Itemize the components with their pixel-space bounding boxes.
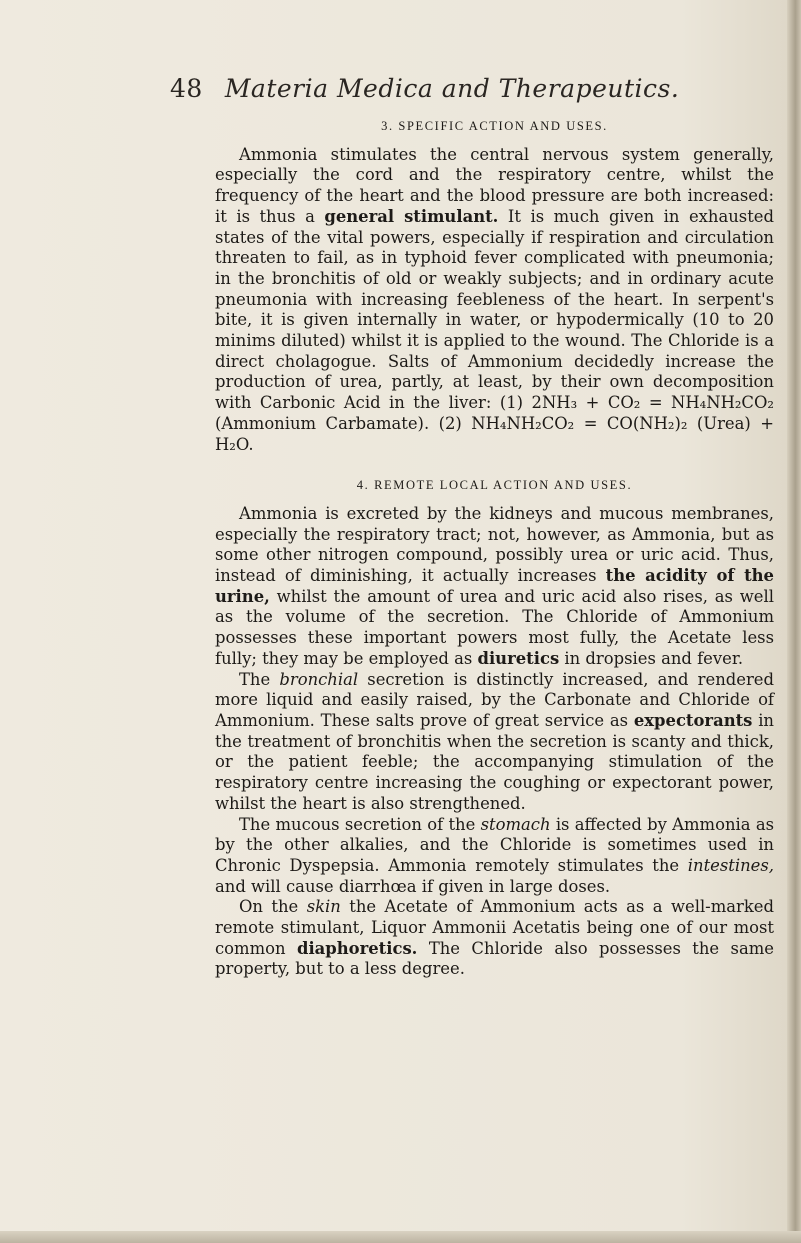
page-number: 48 <box>170 74 203 103</box>
text-run: Ammonia is excreted by the kidneys and mucous membranes, especially the respiratory tract; not, however, as Ammonia, but as some other nitrogen compound, possibly urea or uric acid. Thus, instead of diminishing, it actually increases <box>215 503 774 586</box>
text-run: the Acetate of Ammonium acts as a well-marked remote stimulant, Liquor Ammonii Acetatis being one of our most common <box>215 897 774 958</box>
paragraph-stomach <box>215 815 774 898</box>
text-run: On the <box>239 897 307 917</box>
text-run: The <box>239 669 280 689</box>
italic-term: intestines, <box>687 855 774 875</box>
running-header <box>170 74 780 103</box>
text-run: is affected by Ammonia as by the other alkalies, and the Chloride is sometimes used in Chronic Dyspepsia. Ammonia remotely stimulates the <box>215 814 774 875</box>
italic-term: stomach <box>480 814 551 834</box>
text-run: The Chloride also possesses the same property, but to a less degree. <box>215 938 774 979</box>
paragraph-bronchial <box>215 670 774 815</box>
section-heading-specific-action: 3. SPECIFIC ACTION AND USES. <box>381 119 608 133</box>
bold-term: the acidity of the urine, <box>215 566 774 606</box>
bold-term: expectorants <box>633 710 753 730</box>
bold-term: general stimulant. <box>324 206 499 226</box>
text-run: and will cause diarrhœa if given in large doses. <box>215 876 611 896</box>
section-heading-remote-local-action: 4. REMOTE LOCAL ACTION AND USES. <box>356 478 633 493</box>
page-body <box>215 114 774 980</box>
running-title: Materia Medica and Therapeutics. <box>224 74 680 103</box>
paragraph-skin <box>215 897 774 980</box>
text-run: The mucous secretion of the <box>239 814 481 834</box>
text-run: secretion is distinctly increased, and rendered more liquid and easily raised, by the Carbonate and Chloride of Ammonium. These salts prove of great service as <box>215 669 774 730</box>
text-run: Ammonia stimulates the central nervous system generally, especially the cord and the respiratory centre, whilst the frequency of the heart and the blood pressure are both increased: it is thus a <box>215 144 774 226</box>
text-run: It is much given in exhausted states of the vital powers, especially if respiration and circulation threaten to fail, as in typhoid fever complicated with pneumonia; in the bronchitis of old or weakly subjects; and in ordinary acute pneumonia with increasing feebleness of the heart. In serpent's bite, it is given internally in water, or hypodermically (10 to 20 minims diluted) whilst it is applied to the wound. The Chloride is a direct cholagogue. Salts of Ammonium decidedly increase the production of urea, partly, at least, by their own decomposition with Carbonic Acid in the liver: (1) 2NH₃ + CO₂ = NH₄NH₂CO₂ (Ammonium Carbamate). (2) NH₄NH₂CO₂ = CO(NH₂)₂ (Urea) + H₂O. <box>215 206 774 454</box>
text-run: in dropsies and fever. <box>559 648 744 668</box>
text-run: in the treatment of bronchitis when the secretion is scanty and thick, or the patient feeble; the accompanying stimulation of the respiratory centre increasing the coughing or expectorant power, whilst the heart is also strengthened. <box>215 710 774 813</box>
page-edge-right <box>787 0 801 1243</box>
page-edge-bottom <box>0 1231 801 1243</box>
bold-term: diuretics <box>477 648 560 668</box>
bold-term: diaphoretics. <box>296 938 418 958</box>
italic-term: skin <box>306 897 341 917</box>
paragraph-excretion <box>215 504 774 670</box>
text-run: whilst the amount of urea and uric acid also rises, as well as the volume of the secretion. The Chloride of Ammonium possesses these important powers most fully, the Acetate less fully; they may be employed as <box>215 586 774 668</box>
paragraph-specific-action <box>215 145 774 456</box>
italic-term: bronchial <box>279 669 359 689</box>
